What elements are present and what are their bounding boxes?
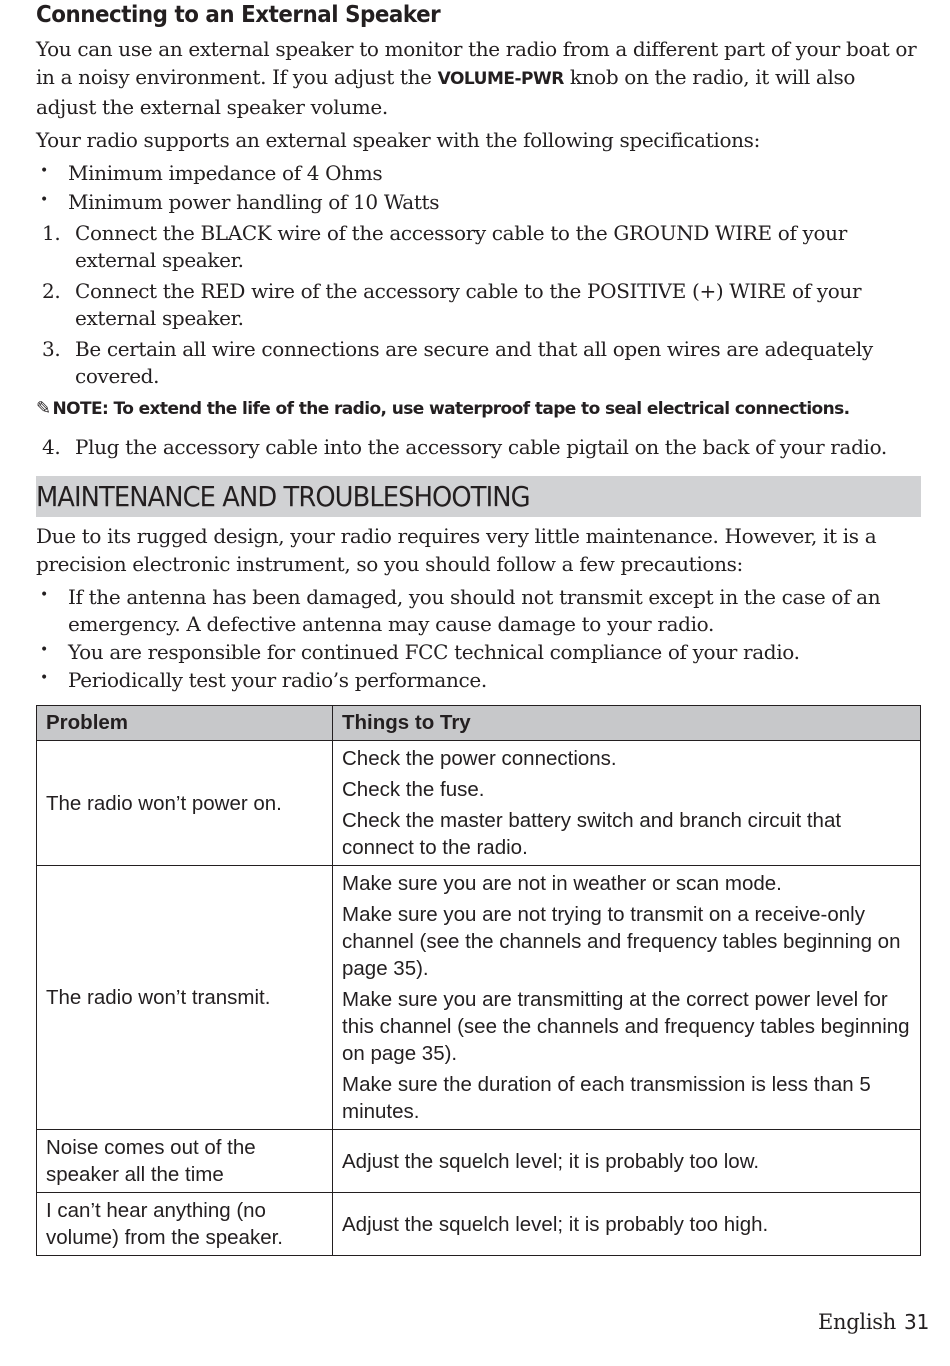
pencil-note-icon: ✎ xyxy=(36,398,51,419)
troubleshooting-table xyxy=(36,705,921,1256)
volume-pwr-label: VOLUME-PWR xyxy=(437,69,564,89)
table-row xyxy=(37,1193,921,1256)
maintenance-heading-bar xyxy=(36,476,921,517)
table-row xyxy=(37,741,921,866)
solution-item: Make sure you are transmitting at the correct power level for this channel (see the channels and frequency tables beginning on page 35). xyxy=(342,988,910,1065)
footer-language: English xyxy=(818,1310,896,1334)
solution-item: Adjust the squelch level; it is probably too low. xyxy=(342,1149,760,1173)
solution-item: Adjust the squelch level; it is probably too high. xyxy=(342,1212,769,1236)
solution-cell xyxy=(333,866,921,1130)
bullet-icon: • xyxy=(40,163,48,179)
spec-intro: Your radio supports an external speaker with the following specifications: xyxy=(36,128,760,152)
section-heading: Connecting to an External Speaker xyxy=(36,2,441,28)
problem-cell: The radio won’t power on. xyxy=(37,741,333,866)
page-footer xyxy=(818,1310,929,1335)
solution-item: Make sure you are not in weather or scan mode. xyxy=(342,872,782,895)
solution-item: Make sure the duration of each transmission is less than 5 minutes. xyxy=(342,1073,871,1123)
bullet-icon: • xyxy=(40,642,48,658)
solution-item: Check the power connections. xyxy=(342,747,617,770)
problem-cell: I can’t hear anything (no volume) from the speaker. xyxy=(37,1193,333,1256)
note: ✎ NOTE: To extend the life of the radio, use waterproof tape to seal electrical connections. xyxy=(36,398,850,419)
maintenance-heading: MAINTENANCE AND TROUBLESHOOTING xyxy=(36,480,530,513)
solution-item: Check the master battery switch and branch circuit that connect to the radio. xyxy=(342,809,842,859)
solution-cell xyxy=(333,1193,921,1256)
column-header-things-to-try: Things to Try xyxy=(333,706,921,741)
bullet-icon: • xyxy=(40,587,48,603)
table-header-row xyxy=(37,706,921,741)
page-number: 31 xyxy=(903,1310,930,1334)
solution-cell xyxy=(333,741,921,866)
solution-item: Check the fuse. xyxy=(342,778,485,801)
bullet-icon: • xyxy=(40,670,48,686)
table-row xyxy=(37,1130,921,1193)
column-header-problem: Problem xyxy=(37,706,333,741)
maintenance-intro: Due to its rugged design, your radio requires very little maintenance. However, it is a precision electronic instrument, so you should follow a few precautions: xyxy=(36,524,877,576)
problem-cell: The radio won’t transmit. xyxy=(37,866,333,1130)
solution-item: Make sure you are not trying to transmit on a receive-only channel (see the channels and frequency tables beginning on page 35). xyxy=(342,903,901,980)
solution-cell xyxy=(333,1130,921,1193)
problem-cell: Noise comes out of the speaker all the time xyxy=(37,1130,333,1193)
bullet-icon: • xyxy=(40,192,48,208)
table-row xyxy=(37,866,921,1130)
intro-paragraph: You can use an external speaker to monitor the radio from a different part of your boat or in a noisy environment. If you adjust the VOLUME-PWR knob on the radio, it will also adjust the external speaker volume. xyxy=(36,37,917,119)
